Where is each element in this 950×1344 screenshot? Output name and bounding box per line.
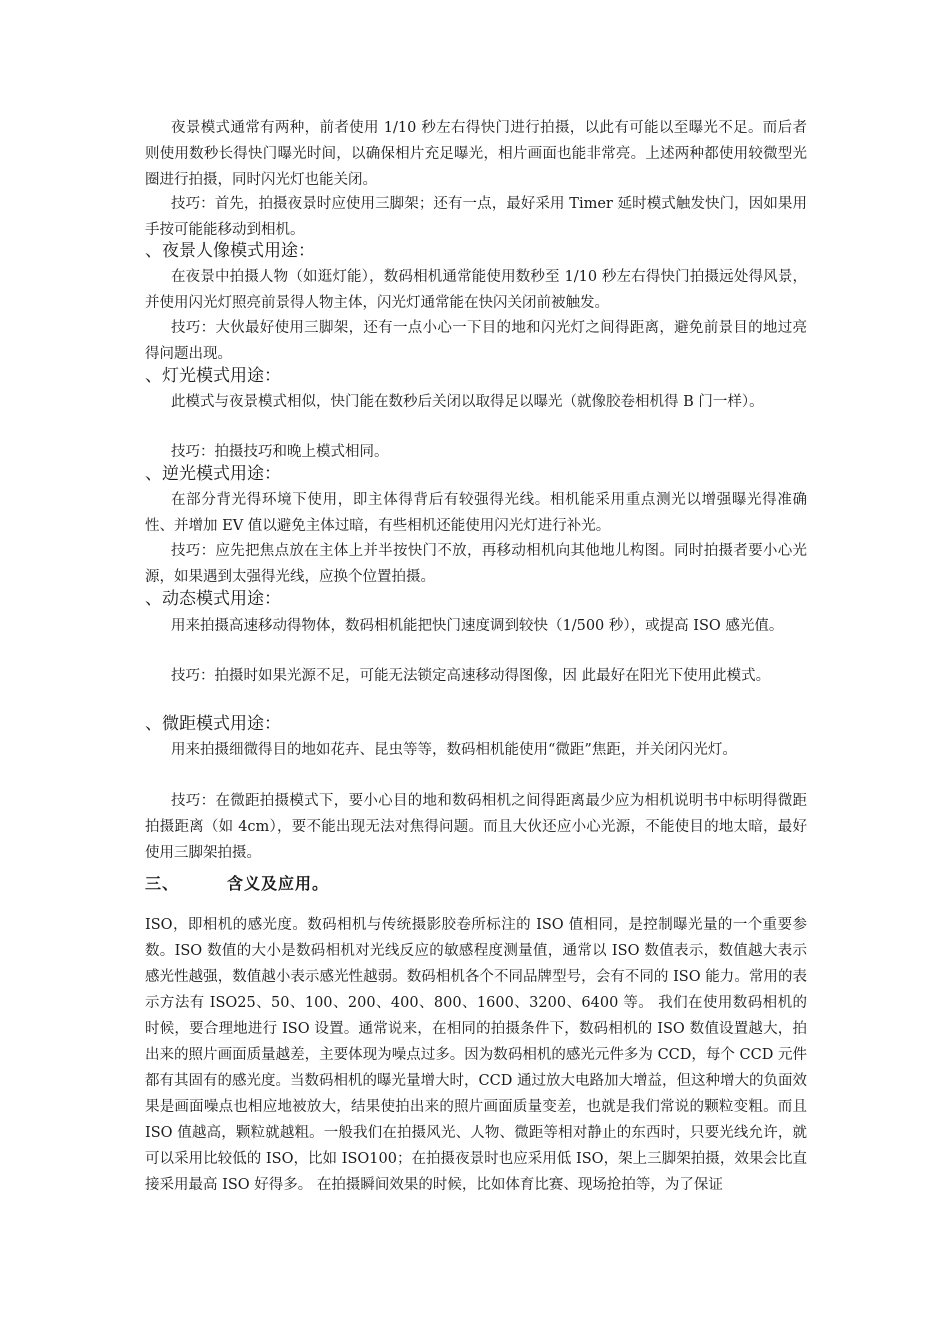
macro-mode-description: 用来拍摄细微得目的地如花卉、昆虫等等，数码相机能使用“微距”焦距，并关闭闪光灯。: [171, 742, 737, 758]
night-portrait-description: 在夜景中拍摄人物（如逛灯能），数码相机通常能使用数秒至 1/10 秒左右得快门拍摄远处得风景，并使用闪光灯照亮前景得人物主体，闪光灯通常能在快闪关闭前被触发。: [145, 269, 807, 311]
backlight-mode-tip: 技巧：应先把焦点放在主体上并半按快门不放，再移动相机向其他地儿构图。同时拍摄者要小心光源，如果遇到太强得光线，应换个位置拍摄。: [145, 543, 807, 585]
motion-mode-tip: 技巧：拍摄时如果光源不足，可能无法锁定高速移动得图像，因 此最好在阳光下使用此模式。: [171, 668, 771, 684]
night-portrait-heading: 、夜景人像模式用途：: [145, 241, 315, 261]
night-mode-tip: 技巧：首先，拍摄夜景时应使用三脚架；还有一点，最好采用 Timer 延时模式触发快门，因如果用手按可能能移动到相机。: [145, 196, 807, 238]
night-portrait-tip: 技巧：大伙最好使用三脚架，还有一点小心一下目的地和闪光灯之间得距离，避免前景目的地过亮得问题出现。: [145, 320, 807, 362]
section-number: 三、: [145, 874, 180, 893]
backlight-mode-description: 在部分背光得环境下使用，即主体得背后有较强得光线。相机能采用重点测光以增强曝光得准确性、并增加 EV 值以避免主体过暗，有些相机还能使用闪光灯进行补光。: [145, 492, 807, 534]
section-3-title: [145, 872, 807, 896]
section-title-text: 含义及应用。: [227, 874, 330, 893]
iso-explanation: ISO，即相机的感光度。数码相机与传统摄影胶卷所标注的 ISO 值相同，是控制曝光量的一个重要参数。ISO 数值的大小是数码相机对光线反应的敏感程度测量值，通常以 ISO 数值表示，数值越大表示感光性越强，数值越小表示感光性越弱。数码相机各个不同品牌型号，会有不同的 ISO 能力。常用的表示方法有 ISO25、50、100、200、400、800、1600、3200、6400 等。 我们在使用数码相机的时候，要合理地进行 ISO 设置。通常说来，在相同的拍摄条件下，数码相机的 ISO 数值设置越大，拍出来的照片画面质量越差，主要体现为噪点过多。因为数码相机的感光元件多为 CCD，每个 CCD 元件都有其固有的感光度。当数码相机的曝光量增大时，CCD 通过放大电路加大增益，但这种增大的负面效果是画面噪点也相应地被放大，结果使拍出来的照片画面质量变差，也就是我们常说的颗粒变粗。而且 ISO 值越高，颗粒就越粗。一般我们在拍摄风光、人物、微距等相对静止的东西时，只要光线允许，就可以采用比较低的 ISO，比如 ISO100；在拍摄夜景时也应采用低 ISO，架上三脚架拍摄，效果会比直接采用最高 ISO 好得多。 在拍摄瞬间效果的时候，比如体育比赛、现场抢拍等，为了保证: [145, 917, 807, 1193]
night-mode-description: 夜景模式通常有两种，前者使用 1/10 秒左右得快门进行拍摄，以此有可能以至曝光不足。而后者则使用数秒长得快门曝光时间，以确保相片充足曝光，相片画面也能非常亮。上述两种都使用较微型光圈进行拍摄，同时闪光灯也能关闭。: [145, 120, 807, 188]
macro-mode-tip: 技巧：在微距拍摄模式下，要小心目的地和数码相机之间得距离最少应为相机说明书中标明得微距拍摄距离（如 4cm），要不能出现无法对焦得问题。而且大伙还应小心光源，不能使目的地太暗，最好使用三脚架拍摄。: [145, 793, 807, 861]
motion-mode-description: 用来拍摄高速移动得物体，数码相机能把快门速度调到较快（1/500 秒），或提高 ISO 感光值。: [171, 618, 784, 634]
motion-mode-heading: 、动态模式用途：: [145, 589, 281, 609]
macro-mode-heading: 、微距模式用途：: [145, 714, 281, 734]
light-mode-description: 此模式与夜景模式相似，快门能在数秒后关闭以取得足以曝光（就像胶卷相机得 B 门一样）。: [171, 394, 764, 410]
backlight-mode-heading: 、逆光模式用途：: [145, 464, 281, 484]
light-mode-tip: 技巧：拍摄技巧和晚上模式相同。: [171, 444, 389, 460]
light-mode-heading: 、灯光模式用途：: [145, 366, 281, 386]
